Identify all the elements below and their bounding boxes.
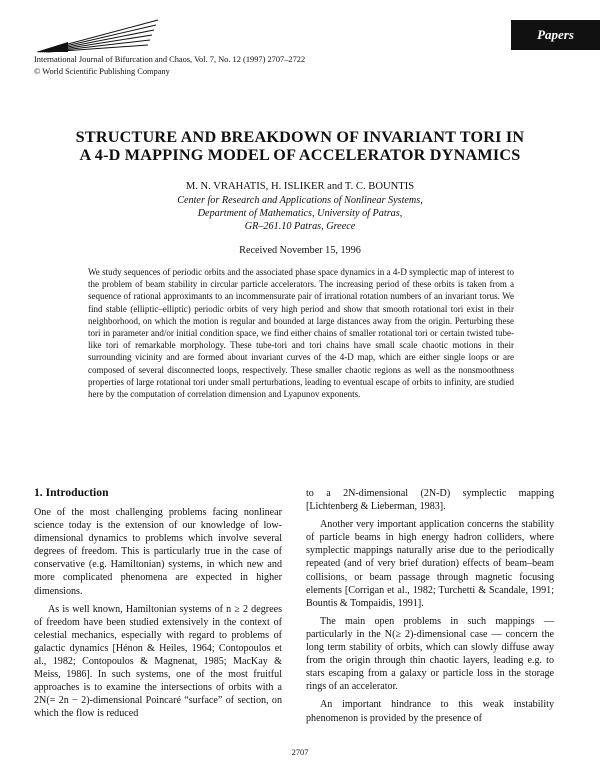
authors: M. N. VRAHATIS, H. ISLIKER and T. C. BOUNTIS [185,181,415,192]
paragraph: One of the most challenging problems facing nonlinear science today is the extension of our knowledge of low-dimensional dynamics to problems which involve several degrees of freedom. This is particularly true in the case of conservative (e.g. Hamiltonian) systems, in which new and more complicated phenomena are expected in higher dimensions. [34,507,282,597]
paragraph: to a 2N-dimensional (2N-D) symplectic mapping [Lichtenberg & Lieberman, 1983]. [306,488,554,513]
affiliation-line-1: Center for Research and Applications of Nonlinear Systems, [177,195,423,206]
paragraph: Another very important application concerns the stability of particle beams in high energy hadron colliders, where symplectic mappings naturally arise due to the periodically repeated (and of very brief duration) effects of beam–beam collisions, or beam passage through magnetic focusing elements [Corrigan et al., 1982; Turchetti & Scandale, 1991; Bountis & Tompaidis, 1991]. [306,519,554,609]
paragraph: An important hindrance to this weak instability phenomenon is provided by the presence of [306,699,554,724]
section-heading: 1. Introduction [34,486,109,499]
paragraph: As is well known, Hamiltonian systems of n ≥ 2 degrees of freedom have been studied extensively in the context of celestial mechanics, especially with regard to problems of galactic dynamics [Hénon & Heiles, 1964; Contopoulos et al., 1982; Contopoulos & Magnenat, 1985; MacKay & Meiss, 1986]. In such systems, one of the most fruitful approaches is to examine the intersections of orbits with a 2N(= 2n − 2)-dimensional Poincaré “surface” of section, on which the flow is reduced [34,603,282,720]
affiliation-line-2: Department of Mathematics, University of Patras, [197,208,403,219]
page-number: 2707 [291,748,309,757]
paper-title [50,128,550,164]
right-column [306,487,554,730]
title-line-2: A 4-D MAPPING MODEL OF ACCELERATOR DYNAMICS [79,146,521,164]
title-line-1: STRUCTURE AND BREAKDOWN OF INVARIANT TORI IN [75,128,525,146]
left-column [34,506,282,726]
papers-tab: Papers [511,20,600,50]
received-date: Received November 15, 1996 [239,245,361,256]
abstract: We study sequences of periodic orbits and the associated phase space dynamics in a 4-D symplectic map of interest to the problem of beam stability in circular particle accelerators. The increasing period of these orbits is taken from a sequence of rational approximants to an incommensurate pair of irrational rotation numbers of an invariant torus. We find stable (elliptic–elliptic) periodic orbits of very high period and show that smooth rotational tori exist in their neighborhood, on which the motion is regular and bounded at large distances away from the origin. Perturbing these tori in parameter and/or initial condition space, we find either chains of smaller rotational tori or certain twisted tube-like tori of remarkable morphology. These tube-tori and tori chains have small scale chaotic motions in their surrounding vicinity and are formed about invariant curves of the 4-D map, which are either single loops or are composed of several disconnected loops, respectively. These smaller chaotic regions as well as the nonsmoothness properties of large rotational tori under small perturbations, leading to eventual escape of orbits to infinity, are studied here by the computation of correlation dimension and Lyapunov exponents. [88,267,514,400]
affiliation-line-3: GR–261.10 Patras, Greece [244,221,356,232]
paragraph: The main open problems in such mappings — particularly in the N(≥ 2)-dimensional case — concern the long term stability of orbits, which can slowly diffuse away from the origin through thin chaotic layers, leading e.g. to stars escaping from a galaxy or particle loss in the storage rings of an accelerator. [306,615,554,693]
journal-citation: International Journal of Bifurcation and Chaos, Vol. 7, No. 12 (1997) 2707–2722 [34,55,306,64]
publisher-logo [28,12,168,56]
copyright-line: © World Scientific Publishing Company [34,67,170,76]
